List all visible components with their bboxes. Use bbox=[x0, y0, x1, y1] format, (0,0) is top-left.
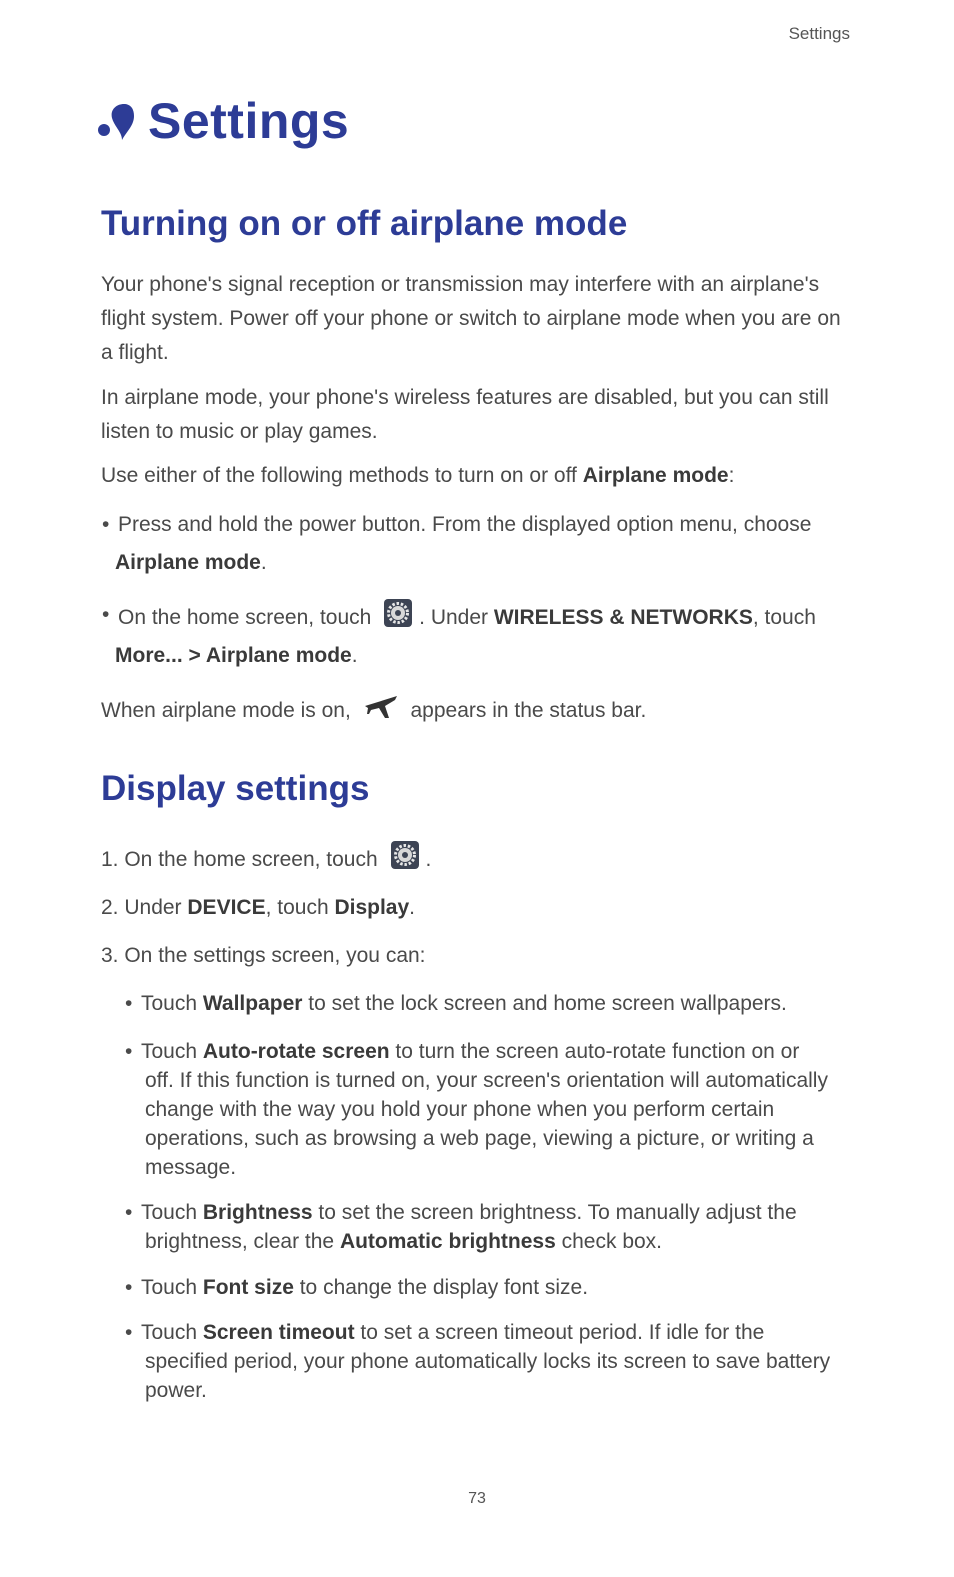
list-item-font-size: • Touch Font size to change the display font size. bbox=[141, 1273, 861, 1302]
list-item-power-button: • Press and hold the power button. From the displayed option menu, choose Airplane mode. bbox=[118, 508, 858, 580]
bullet-dot-icon: • bbox=[102, 513, 110, 536]
step-3: 3. On the settings screen, you can: bbox=[101, 944, 426, 967]
chapter-heading bbox=[96, 92, 349, 150]
bullet-dot-icon: • bbox=[125, 1040, 133, 1063]
running-header: Settings bbox=[788, 24, 850, 43]
bullet-dot-icon: • bbox=[125, 1201, 133, 1224]
list-item-screen-timeout: • Touch Screen timeout to set a screen timeout period. If idle for the specified period, your phone automatically locks its screen to save battery power. bbox=[141, 1318, 861, 1405]
bullet-dot-icon: • bbox=[125, 1276, 133, 1299]
bullet-dot-icon: • bbox=[125, 1321, 133, 1344]
airplane-icon bbox=[363, 692, 399, 731]
settings-gear-icon bbox=[383, 598, 413, 639]
paragraph-airplane-status: When airplane mode is on, appears in the status bar. bbox=[101, 692, 901, 731]
list-item-wallpaper: • Touch Wallpaper to set the lock screen and home screen wallpapers. bbox=[141, 989, 861, 1018]
settings-gear-icon bbox=[390, 840, 420, 881]
step-2: 2. Under DEVICE, touch Display. bbox=[101, 896, 416, 919]
section-heading-airplane: Turning on or off airplane mode bbox=[101, 204, 628, 243]
list-item-auto-rotate: • Touch Auto-rotate screen to turn the screen auto-rotate function on or off. If this function is turned on, your screen's orientation will automatically change with the way you hold your phone when you perform certain operations, such as browsing a web page, viewing a picture, or writing a message. bbox=[141, 1037, 861, 1182]
list-item-brightness: • Touch Brightness to set the screen brightness. To manually adjust the brightness, clear the Automatic brightness check box. bbox=[141, 1198, 861, 1256]
bullet-dot-icon: • bbox=[102, 603, 110, 626]
chapter-mark-icon bbox=[96, 100, 138, 142]
list-item-home-screen: • On the home screen, touch . Under WIRELESS & NETWORKS, touch More... > Airplane mode. bbox=[118, 598, 878, 673]
page-number: 73 bbox=[468, 1490, 486, 1507]
paragraph-airplane-methods: Use either of the following methods to turn on or off Airplane mode: bbox=[101, 464, 735, 487]
paragraph-airplane-features: In airplane mode, your phone's wireless features are disabled, but you can still listen to music or play games. bbox=[101, 386, 829, 443]
bullet-dot-icon: • bbox=[125, 992, 133, 1015]
paragraph-airplane-intro: Your phone's signal reception or transmission may interfere with an airplane's flight system. Power off your phone or switch to airplane mode when you are on a flight. bbox=[101, 273, 841, 364]
section-heading-display: Display settings bbox=[101, 769, 370, 808]
chapter-title: Settings bbox=[148, 93, 350, 149]
step-1: 1. On the home screen, touch . bbox=[101, 840, 861, 881]
